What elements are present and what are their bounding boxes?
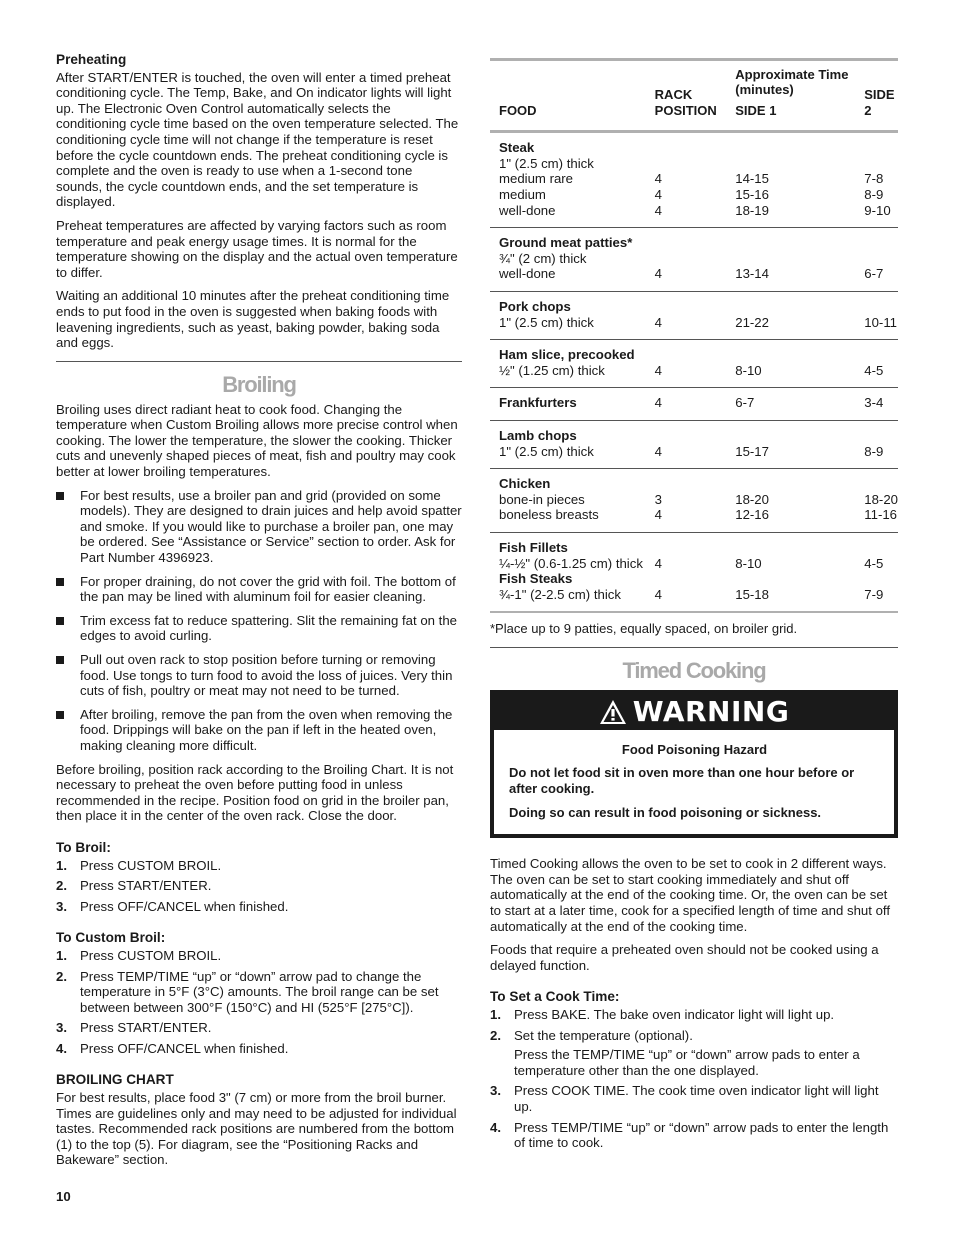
table-cell-value [864, 299, 898, 315]
table-cell-value: 21-22 [735, 314, 769, 330]
rack-cell [646, 132, 727, 228]
table-cell-value: 4 [654, 555, 663, 571]
table-cell-value: 4-5 [864, 362, 884, 378]
to-custom-broil-steps [56, 948, 462, 1057]
table-cell-value: 7-8 [864, 171, 884, 187]
list-item: 2. Set the temperature (optional). Press the TEMP/TIME “up” or “down” arrow pads to enter a temperature other than the one displayed. [490, 1027, 860, 1078]
list-item: After broiling, remove the pan from the oven when removing the food. Drippings will bake on the pan if left in the heated oven, making cleaning more difficult. [56, 707, 462, 754]
page-number: 10 [56, 1189, 71, 1204]
list-item: For proper draining, do not cover the grid with foil. The bottom of the pan may be lined with aluminum foil for easier cleaning. [56, 574, 462, 605]
food-detail: ¾-1" (2-2.5 cm) thick [499, 586, 621, 602]
food-name: Ground meat patties* [499, 235, 633, 251]
food-cell [490, 291, 646, 339]
broiling-table-body [490, 132, 898, 613]
table-cell-value [655, 140, 727, 156]
table-row [490, 291, 898, 339]
preheating-paragraph: After START/ENTER is touched, the oven will enter a timed preheat conditioning cycle. The Temp, Bake, and On indicator lights will light up. The Electronic Oven Control automatically selects the conditioning cycle time based on the oven temperature selected. The conditioning cycle time will not change if the temperature is reset before the cycle countdown ends. The preheat conditioning cycle is complete and the oven is ready to use when a 1-second tone sounds, the cycle countdown ends, and the set temperature is displayed. [56, 69, 459, 210]
table-cell-value: 18-20 [864, 491, 898, 507]
header-side-1: Approximate Time (minutes) SIDE 1 [726, 60, 855, 132]
table-cell-value: 3 [654, 491, 663, 507]
food-detail: ¼-½" (0.6-1.25 cm) thick [499, 555, 643, 571]
bullet-square-icon [56, 656, 64, 664]
timed-cooking-title: Timed Cooking [622, 657, 766, 683]
table-row [490, 469, 898, 533]
side2-cell [855, 291, 898, 339]
food-cell [490, 132, 646, 228]
table-cell-value: 8-10 [735, 555, 762, 571]
table-cell-value [735, 251, 855, 267]
header-food: FOOD [499, 102, 537, 118]
warning-box [490, 690, 898, 838]
broiling-title: Broiling [222, 371, 296, 397]
side1-cell [726, 340, 855, 388]
side1-cell [726, 291, 855, 339]
side1-cell [726, 132, 855, 228]
table-cell-value: 4 [654, 171, 663, 187]
table-cell-value: 4 [654, 362, 663, 378]
bullet-square-icon [56, 578, 64, 586]
side1-cell [726, 388, 855, 421]
preheating-heading: Preheating [56, 52, 127, 67]
food-cell [490, 228, 646, 292]
food-detail: bone-in pieces [499, 491, 585, 507]
table-cell-value [735, 156, 855, 172]
side2-cell [855, 420, 898, 468]
preheating-paragraph: Preheat temperatures are affected by varying factors such as room temperature and peak energy usage times. It is normal for the temperature showing on the display and the actual oven temperature to differ. [56, 217, 458, 280]
list-item: 3. Press COOK TIME. The cook time oven indicator light will light up. [490, 1083, 879, 1114]
table-row [490, 388, 898, 421]
table-cell-value [655, 251, 727, 267]
table-cell-value: 4 [654, 586, 663, 602]
table-cell-value: 8-10 [735, 362, 762, 378]
warning-triangle-icon [599, 699, 627, 725]
preheating-paragraph: Waiting an additional 10 minutes after the preheat conditioning time ends to put food in the oven is suggested when baking foods with leavening ingredients, such as yeast, baking powder, baking soda and eggs. [56, 288, 450, 351]
side2-cell [855, 132, 898, 228]
table-cell-value [735, 299, 855, 315]
header-side-2: SIDE 2 [864, 87, 895, 118]
table-cell-value [655, 299, 727, 315]
table-cell-value [735, 140, 855, 156]
table-cell-value [655, 476, 727, 492]
food-detail: ½" (1.25 cm) thick [499, 362, 605, 378]
side2-cell [855, 532, 898, 612]
food-cell [490, 420, 646, 468]
table-cell-value [735, 235, 855, 251]
food-name: Steak [499, 140, 535, 156]
table-cell-value [864, 540, 898, 556]
table-cell-value: 18-20 [735, 491, 769, 507]
food-name: Fish Fillets [499, 539, 568, 555]
table-cell-value [655, 235, 727, 251]
side1-cell [726, 420, 855, 468]
broiling-before-paragraph: Before broiling, position rack according to the Broiling Chart. It is not necessary to preheat the oven before putting food in unless recommended in the recipe. Position food on grid in the broiler pan, then place it in the center of the oven rack. Close the door. [56, 761, 454, 824]
to-custom-broil-heading: To Custom Broil: [56, 930, 166, 946]
food-cell [490, 340, 646, 388]
broiling-table [490, 58, 898, 613]
food-name: Fish Steaks [499, 571, 573, 587]
table-cell-value [735, 476, 855, 492]
table-cell-value: 8-9 [864, 443, 884, 459]
table-cell-value: 15-16 [735, 187, 769, 202]
table-cell-value: 14-15 [735, 171, 769, 187]
table-row [490, 340, 898, 388]
list-item: Pull out oven rack to stop position before turning or removing food. Use tongs to turn food to avoid the loss of juices. Very thin cuts of fish, poultry or meat may not need to be turned. [56, 652, 462, 699]
food-name: Frankfurters [499, 395, 577, 411]
table-cell-value [655, 347, 727, 363]
food-detail: well-done [499, 266, 556, 282]
set-cook-time-steps [490, 1007, 898, 1151]
table-cell-value: 4 [654, 443, 663, 459]
food-name: Lamb chops [499, 427, 577, 443]
table-cell-value: 11-16 [864, 507, 898, 523]
list-item: 2. Press START/ENTER. [56, 878, 212, 894]
table-row [490, 532, 898, 612]
table-cell-value [864, 140, 898, 156]
table-cell-value: 4-5 [864, 555, 884, 571]
list-item: 4. Press OFF/CANCEL when finished. [56, 1040, 289, 1056]
table-cell-value: 4 [654, 266, 663, 282]
rack-cell [646, 228, 727, 292]
table-row [490, 228, 898, 292]
warning-body [494, 730, 894, 834]
table-cell-value [864, 156, 898, 172]
table-cell-value [864, 347, 898, 363]
timed-cooking-paragraph: Foods that require a preheated oven should not be cooked using a delayed function. [490, 942, 879, 973]
food-detail: boneless breasts [499, 507, 599, 523]
table-cell-value: 18-19 [735, 202, 769, 218]
table-cell-value [864, 428, 898, 444]
warning-hazard-title: Food Poisoning Hazard [621, 741, 768, 757]
broiling-intro: Broiling uses direct radiant heat to cook food. Changing the temperature when Custom Broiling allows more precise control when cooking. The lower the temperature, the slower the cooking. Thicker cuts and unevenly shaped pieces of meat, fish and poultry may cook better at lower broiling temperatures. [56, 401, 458, 480]
list-item: 3. Press START/ENTER. [56, 1020, 212, 1036]
warning-banner [494, 694, 894, 730]
warning-line: Doing so can result in food poisoning or sickness. [509, 804, 822, 820]
broiling-chart-text: For best results, place food 3" (7 cm) or more from the broil burner. Times are guidelines only and may need to be adjusted for individual tastes. Recommended rack positions are numbered from the bottom (1) to the top (5). For diagram, see the “Positioning Racks and Bakeware” section. [56, 1090, 457, 1168]
bullet-square-icon [56, 617, 64, 625]
side2-cell [855, 228, 898, 292]
bullet-square-icon [56, 711, 64, 719]
table-cell-value: 6-7 [735, 395, 755, 411]
table-cell-value: 4 [654, 314, 663, 330]
bullet-square-icon [56, 492, 64, 500]
side1-cell [726, 469, 855, 533]
food-detail: ¾" (2 cm) thick [499, 250, 587, 266]
table-cell-value: 4 [654, 202, 663, 218]
table-cell-value [655, 540, 727, 556]
table-cell-value: 4 [654, 395, 663, 411]
side2-cell [855, 388, 898, 421]
table-cell-value [655, 156, 727, 172]
table-cell-value [864, 571, 898, 587]
to-broil-steps [56, 858, 462, 915]
food-detail: medium [499, 187, 546, 202]
table-cell-value: 13-14 [735, 266, 769, 282]
table-cell-value: 15-17 [735, 443, 769, 459]
warning-label: WARNING [632, 695, 790, 729]
rack-cell [646, 420, 727, 468]
side2-cell [855, 469, 898, 533]
food-detail: medium rare [499, 171, 574, 187]
table-cell-value [864, 235, 898, 251]
list-item: 2. Press TEMP/TIME “up” or “down” arrow pad to change the temperature in 5°F (3°C) amounts. The broil range can be set between between 300°F (150°C) and HI (525°F [275°C]). [56, 968, 439, 1015]
rack-cell [646, 469, 727, 533]
table-cell-value: 8-9 [864, 187, 884, 202]
list-item: 1. Press CUSTOM BROIL. [56, 947, 222, 963]
table-cell-value: 12-16 [735, 507, 769, 523]
table-cell-value [735, 428, 855, 444]
food-name: Ham slice, precooked [499, 347, 635, 363]
list-item: For best results, use a broiler pan and grid (provided on some models). They are designed to drain juices and help avoid spatter and smoke. If you would like to purchase a broiler pan, one may be ordered. See “Assistance or Service” section to order. Ask for Part Number 4396923. [56, 488, 462, 566]
list-item: Trim excess fat to reduce spattering. Slit the remaining fat on the edges to avoid curling. [56, 613, 462, 644]
section-divider [490, 647, 898, 648]
table-cell-value [735, 540, 855, 556]
broiling-chart-heading: BROILING CHART [56, 1072, 174, 1088]
table-cell-value [735, 571, 855, 587]
table-cell-value [864, 476, 898, 492]
left-column [56, 52, 462, 1176]
table-cell-value [655, 571, 727, 587]
list-item: 1. Press CUSTOM BROIL. [56, 857, 222, 873]
list-item: 3. Press OFF/CANCEL when finished. [56, 898, 289, 914]
food-cell [490, 388, 646, 421]
timed-cooking-paragraph: Timed Cooking allows the oven to be set to cook in 2 different ways. The oven can be set to start cooking immediately and shut off automatically at the end of the cooking time. Or, the oven can be set to start at a later time, cook for a specified length of time and shut off automatically at the end of the cooking time. [490, 856, 890, 934]
food-detail: 1" (2.5 cm) thick [499, 443, 594, 459]
table-cell-value: 4 [654, 187, 663, 202]
header-rack-position: RACK POSITION [654, 87, 717, 118]
rack-cell [646, 532, 727, 612]
warning-line: Do not let food sit in oven more than one hour before or after cooking. [509, 765, 855, 797]
side1-cell [726, 228, 855, 292]
food-detail: 1" (2.5 cm) thick [499, 155, 594, 171]
rack-cell [646, 388, 727, 421]
food-detail: well-done [499, 202, 556, 218]
table-row [490, 132, 898, 228]
list-item: 1. Press BAKE. The bake oven indicator light will light up. [490, 1007, 835, 1022]
table-cell-value: 9-10 [864, 202, 891, 218]
food-name: Chicken [499, 476, 551, 492]
table-row [490, 420, 898, 468]
table-cell-value [864, 251, 898, 267]
table-cell-value: 15-18 [735, 586, 769, 602]
table-cell-value: 4 [654, 507, 663, 523]
food-cell [490, 469, 646, 533]
broiling-tips-list [56, 488, 462, 754]
table-cell-value: 3-4 [864, 395, 884, 411]
side1-cell [726, 532, 855, 612]
header-approx-time: Approximate Time (minutes) [735, 67, 849, 98]
set-cook-time-heading: To Set a Cook Time: [490, 989, 620, 1005]
table-cell-value: 7-9 [864, 586, 884, 602]
section-divider [56, 361, 462, 362]
food-name: Pork chops [499, 298, 571, 314]
table-cell-value: 6-7 [864, 266, 884, 282]
list-item: 4. Press TEMP/TIME “up” or “down” arrow pads to enter the length of time to cook. [490, 1119, 889, 1151]
food-cell [490, 532, 646, 612]
side2-cell [855, 340, 898, 388]
to-broil-heading: To Broil: [56, 839, 111, 855]
rack-cell [646, 340, 727, 388]
table-cell-value: 10-11 [864, 314, 898, 330]
right-column [490, 58, 898, 1156]
table-cell-value [735, 347, 855, 363]
food-detail: 1" (2.5 cm) thick [499, 314, 594, 330]
table-cell-value [655, 428, 727, 444]
table-footnote: *Place up to 9 patties, equally spaced, on broiler grid. [490, 621, 798, 637]
rack-cell [646, 291, 727, 339]
table-header-row [490, 60, 898, 132]
